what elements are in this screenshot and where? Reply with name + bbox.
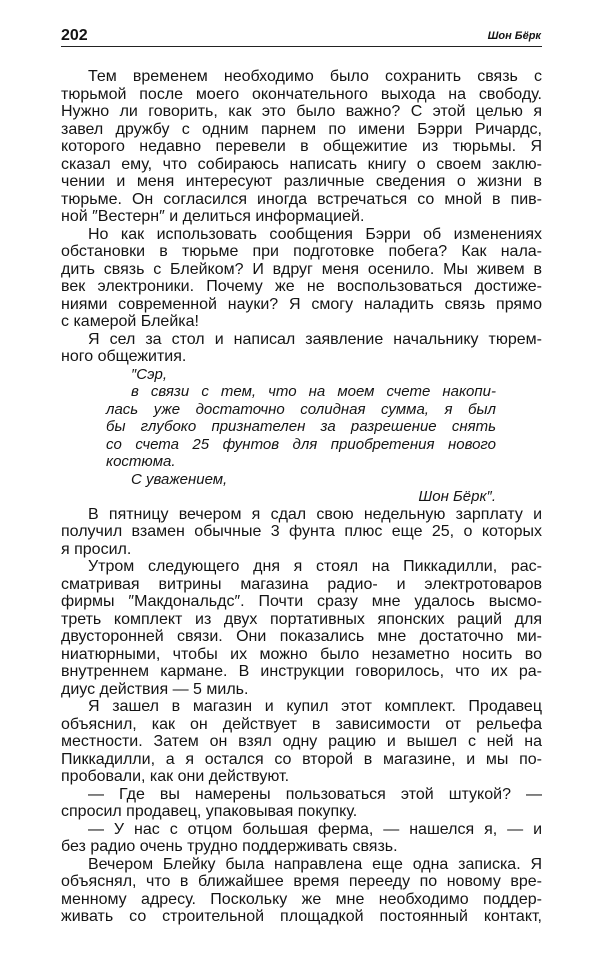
text-line: завел дружбу с одним парнем по имени Бэрри Ричардс,	[61, 120, 542, 138]
text-line: В пятницу вечером я сдал свою недельную зарплату и	[88, 505, 542, 523]
text-line: Я зашел в магазин и купил этот комплект. Продавец	[88, 698, 542, 715]
text-line: чении и меня интересуют различные сведения о жизни в	[61, 173, 542, 190]
text-line: ниатюрными, чтобы их можно было незаметно носить во	[61, 645, 542, 663]
text-line: Вечером Блейку была направлена еще одна записка. Я	[88, 855, 542, 873]
text-line: с камерой Блейка!	[61, 313, 199, 330]
letter-line: бы глубоко признателен за разрешение снять	[106, 418, 496, 435]
text-line: сматривая витрины магазина радио- и электротоваров	[61, 575, 542, 593]
page-number: 202	[61, 27, 88, 44]
text-line: век электроники. Почему же не воспользоваться достиже-	[61, 278, 542, 295]
letter-signature: Шон Бёрк″.	[418, 488, 496, 505]
text-line: я просил.	[61, 540, 132, 558]
text-line: тюрьме. Он согласился иногда встречаться со мной в пив-	[61, 190, 542, 208]
text-line: живать со строительной площадкой постоянный контакт,	[61, 908, 542, 925]
text-line: — У нас с отцом большая ферма, — нашелся я, — и	[88, 820, 542, 838]
letter-line: со счета 25 фунтов для приобретения нового	[106, 435, 496, 453]
text-line: ниями современной науки? Я смогу наладить связь прямо	[61, 295, 542, 313]
text-line: Нужно ли говорить, как это было важно? С этой целью я	[61, 103, 542, 120]
letter-line: в связи с тем, что на моем счете накопи-	[131, 383, 496, 400]
text-line: Пиккадилли, а я остался со второй в магазине, и мы по-	[61, 750, 542, 768]
running-header-author: Шон Бёрк	[487, 30, 541, 42]
page-body	[61, 68, 542, 926]
text-line: Я сел за стол и написал заявление начальнику тюрем-	[88, 330, 542, 348]
letter-closing: С уважением,	[131, 470, 228, 488]
text-line: которого недавно перевели в общежитие из тюрьмы. Я	[61, 138, 542, 155]
text-line: двусторонней связи. Они показались мне достаточно ми-	[61, 628, 542, 645]
text-line: обстановки в тюрьме при подготовке побега? Как нала-	[61, 243, 542, 260]
text-line: ного общежития.	[61, 348, 187, 365]
text-line: Но как использовать сообщения Бэрри об изменениях	[88, 225, 542, 243]
text-line: внутреннем кармане. В инструкции говорилось, что их ра-	[61, 663, 542, 680]
text-line: местности. Затем он взял одну рацию и вышел с ней на	[61, 733, 542, 750]
letter-line: лась уже достаточно солидная сумма, я был	[106, 400, 496, 418]
text-line: сказал ему, что собираюсь написать книгу о своем заклю-	[61, 155, 542, 173]
text-line: объяснял, что в ближайшее время перееду по новому вре-	[61, 873, 542, 890]
header-rule	[61, 46, 542, 47]
text-line: пробовали, как они действуют.	[61, 768, 290, 785]
text-line: ной ″Вестерн″ и делиться информацией.	[61, 208, 365, 225]
text-line: — Где вы намерены пользоваться этой штукой? —	[88, 785, 542, 803]
text-line: менному адресу. Поскольку же мне необходимо поддер-	[61, 890, 542, 908]
text-line: дить связь с Блейком? И вдруг меня осенило. Мы живем в	[61, 260, 542, 278]
letter-line: костюма.	[106, 453, 176, 470]
text-line: объяснил, как он действует в зависимости от рельефа	[61, 715, 542, 733]
letter-salutation: ″Сэр,	[131, 365, 168, 383]
text-line: диус действия — 5 миль.	[61, 680, 249, 698]
text-line: фирмы ″Макдональдс″. Почти сразу мне удалось высмо-	[61, 593, 542, 610]
text-line: треть комплект из двух портативных японских раций для	[61, 610, 542, 628]
text-line: спросил продавец, упаковывая покупку.	[61, 803, 358, 820]
text-line: Утром следующего дня я стоял на Пиккадилли, рас-	[88, 558, 542, 575]
text-line: получил взамен обычные 3 фунта плюс еще 25, о которых	[61, 523, 542, 540]
text-line: тюрьмой после моего окончательного выхода на свободу.	[61, 85, 542, 103]
text-line: Тем временем необходимо было сохранить связь с	[88, 68, 542, 85]
text-line: без радио очень трудно поддерживать связь.	[61, 838, 398, 855]
